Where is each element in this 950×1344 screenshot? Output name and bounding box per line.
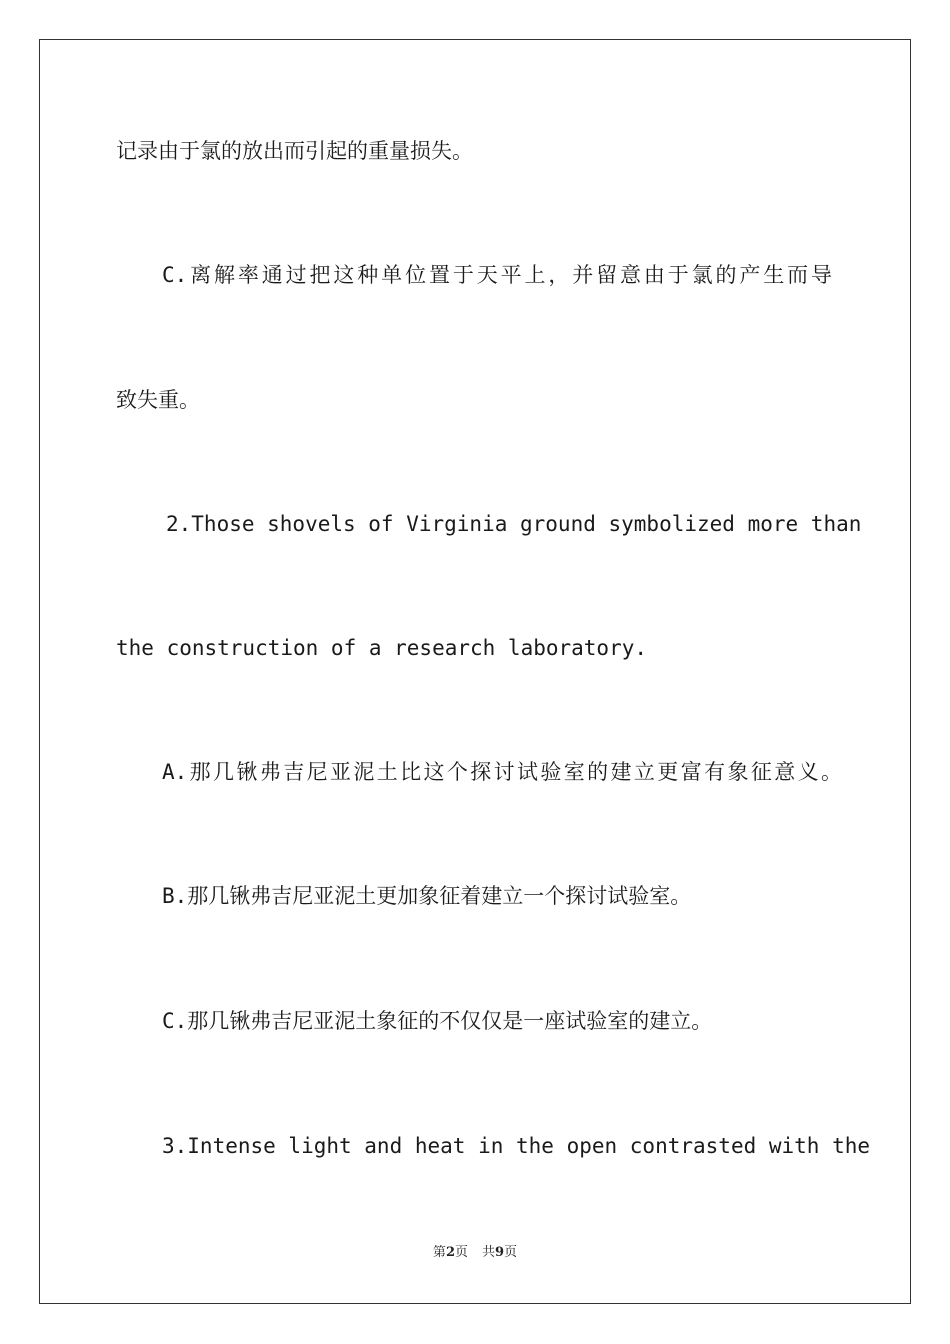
text-line-5: the construction of a research laboratory.	[116, 636, 648, 660]
text-line-9: 3.Intense light and heat in the open contrasted with the	[162, 1134, 871, 1158]
text-line-7: B.那几锹弗吉尼亚泥土更加象征着建立一个探讨试验室。	[162, 884, 692, 908]
text-line-3: 致失重。	[116, 388, 200, 412]
page-footer	[0, 1244, 950, 1262]
text-line-8: C.那几锹弗吉尼亚泥土象征的不仅仅是一座试验室的建立。	[162, 1009, 713, 1033]
text-line-6: A.那几锹弗吉尼亚泥土比这个探讨试验室的建立更富有象征意义。	[162, 760, 842, 784]
text-line-2: C.离解率通过把这种单位置于天平上，并留意由于氯的产生而导	[162, 263, 832, 287]
footer-current-page: 2	[445, 1245, 455, 1260]
footer-page-unit: 页	[454, 1245, 468, 1260]
text-line-1: 记录由于氯的放出而引起的重量损失。	[116, 139, 473, 163]
page-border	[39, 39, 911, 1304]
footer-total-pages: 9	[495, 1245, 505, 1260]
footer-total-prefix: 共	[482, 1245, 496, 1260]
text-line-4: 2.Those shovels of Virginia ground symbolized more than	[166, 512, 862, 536]
footer-total-unit: 页	[504, 1245, 518, 1260]
footer-prefix: 第	[432, 1245, 446, 1260]
